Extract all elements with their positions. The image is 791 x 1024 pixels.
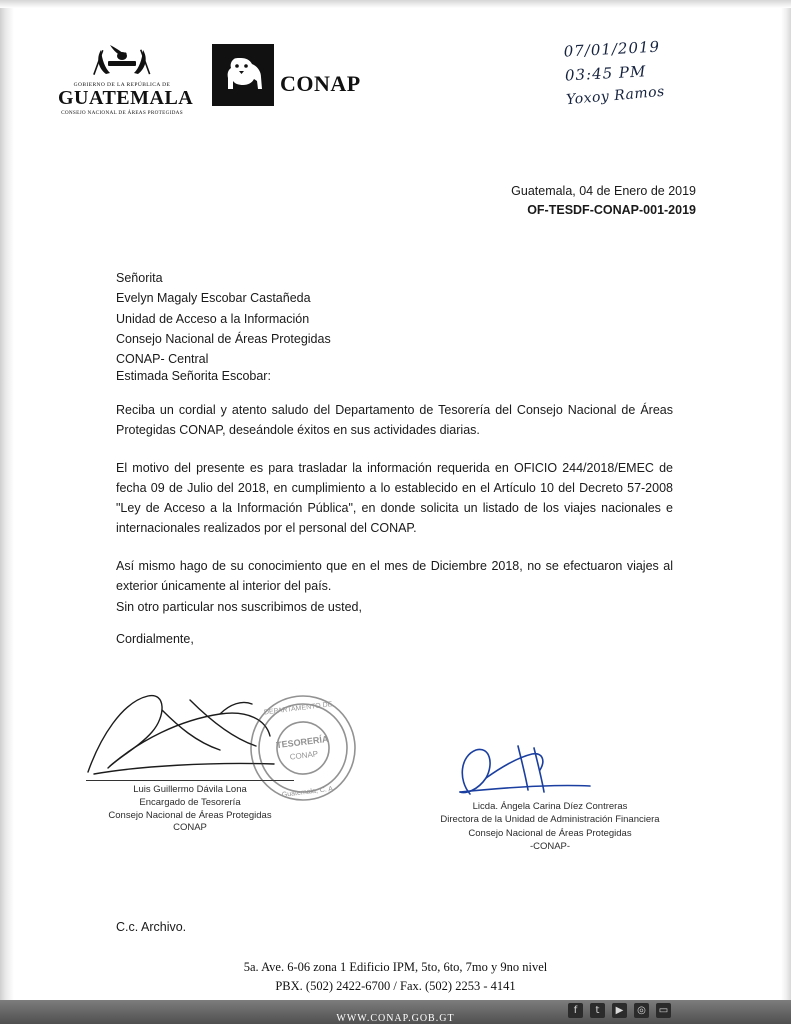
footer-contact xyxy=(0,958,791,996)
letterhead xyxy=(58,44,361,116)
addressee-office: CONAP- Central xyxy=(116,352,209,366)
addressee-block xyxy=(116,268,331,369)
gov-logo-sub-line: CONSEJO NACIONAL DE ÁREAS PROTEGIDAS xyxy=(61,110,183,116)
facebook-icon[interactable]: f xyxy=(568,1003,583,1018)
scan-edge-left xyxy=(0,0,14,1024)
gov-logo-top-line: GOBIERNO DE LA REPÚBLICA DE xyxy=(73,82,171,88)
video-icon[interactable]: ▭ xyxy=(656,1003,671,1018)
svg-text:CONAP: CONAP xyxy=(289,749,319,762)
government-logo xyxy=(58,44,194,116)
conap-logo xyxy=(212,44,361,106)
signature-right-office: -CONAP- xyxy=(529,840,571,852)
closing-line-1: Sin otro particular nos suscribimos de usted, xyxy=(116,600,362,614)
addressee-unit: Unidad de Acceso a la Información xyxy=(116,311,310,326)
footer-phone: PBX. (502) 2422-6700 / Fax. (502) 2253 - 4141 xyxy=(275,978,516,993)
body-paragraph-1: Reciba un cordial y atento saludo del Departamento de Tesorería del Consejo Nacional de Áreas Protegidas CONAP, deseándole éxitos en sus actividades diarias. xyxy=(116,403,673,438)
twitter-icon[interactable]: t xyxy=(590,1003,605,1018)
handwritten-date: 07/01/2019 xyxy=(563,37,661,61)
svg-text:Guatemala, C. A.: Guatemala, C. A. xyxy=(281,785,336,799)
signature-left-institution: Consejo Nacional de Áreas Protegidas xyxy=(108,809,272,821)
handwritten-signature: Yoxoy Ramos xyxy=(565,83,666,109)
handwritten-time: 03:45 PM xyxy=(564,62,647,85)
svg-text:TESORERÍA: TESORERÍA xyxy=(275,733,329,751)
conap-wordmark: CONAP xyxy=(280,71,361,96)
handwritten-signature-right-icon xyxy=(400,740,700,800)
signature-right-name: Licda. Ángela Carina Díez Contreras xyxy=(472,801,628,812)
document-date-block xyxy=(511,182,696,221)
guatemala-crest-icon xyxy=(58,44,186,80)
signature-right-institution: Consejo Nacional de Áreas Protegidas xyxy=(468,827,632,839)
scan-edge-top xyxy=(0,0,791,8)
svg-text:DEPARTAMENTO DE: DEPARTAMENTO DE xyxy=(263,701,333,717)
youtube-icon[interactable]: ▶ xyxy=(612,1003,627,1018)
document-date: Guatemala, 04 de Enero de 2019 xyxy=(511,184,696,198)
addressee-name: Evelyn Magaly Escobar Castañeda xyxy=(116,291,311,306)
signature-block-right xyxy=(400,740,700,853)
signature-left-position: Encargado de Tesorería xyxy=(139,796,241,808)
document-reference: OF-TESDF-CONAP-001-2019 xyxy=(527,203,696,218)
signature-right-position: Directora de la Unidad de Administración Financiera xyxy=(440,814,660,826)
scan-edge-right xyxy=(781,0,791,1024)
greeting-line: Estimada Señorita Escobar: xyxy=(116,369,271,383)
signature-left-office: CONAP xyxy=(173,822,207,834)
footer-address: 5a. Ave. 6-06 zona 1 Edificio IPM, 5to, 6to, 7mo y 9no nivel xyxy=(243,960,548,974)
footer-website-url[interactable]: WWW.CONAP.GOB.GT xyxy=(336,1013,455,1024)
tesoreria-stamp-icon xyxy=(236,681,370,815)
instagram-icon[interactable]: ◎ xyxy=(634,1003,649,1018)
conap-jaguar-icon xyxy=(212,44,274,106)
carbon-copy-line: C.c. Archivo. xyxy=(116,920,187,934)
signature-left-name: Luis Guillermo Dávila Lona xyxy=(133,784,247,795)
closing-line-2: Cordialmente, xyxy=(116,632,194,646)
addressee-title: Señorita xyxy=(116,271,163,285)
gov-logo-name: GUATEMALA xyxy=(58,87,194,109)
handwritten-annotation xyxy=(563,37,665,112)
body-text xyxy=(116,400,673,613)
body-paragraph-2: El motivo del presente es para trasladar la información requerida en OFICIO 244/2018/EMEC de fecha 09 de Julio del 2018, en cumplimiento a lo establecido en el Artículo 10 del Decreto 57-2008 "Ley de Acceso a la Información Pública", en donde solicita un listado de los viajes nacionales e internacionales realizados por el personal del CONAP. xyxy=(116,460,673,536)
addressee-institution: Consejo Nacional de Áreas Protegidas xyxy=(116,331,331,346)
body-paragraph-3: Así mismo hago de su conocimiento que en el mes de Diciembre 2018, no se efectuaron viajes al exterior únicamente al interior del país. xyxy=(116,558,673,593)
